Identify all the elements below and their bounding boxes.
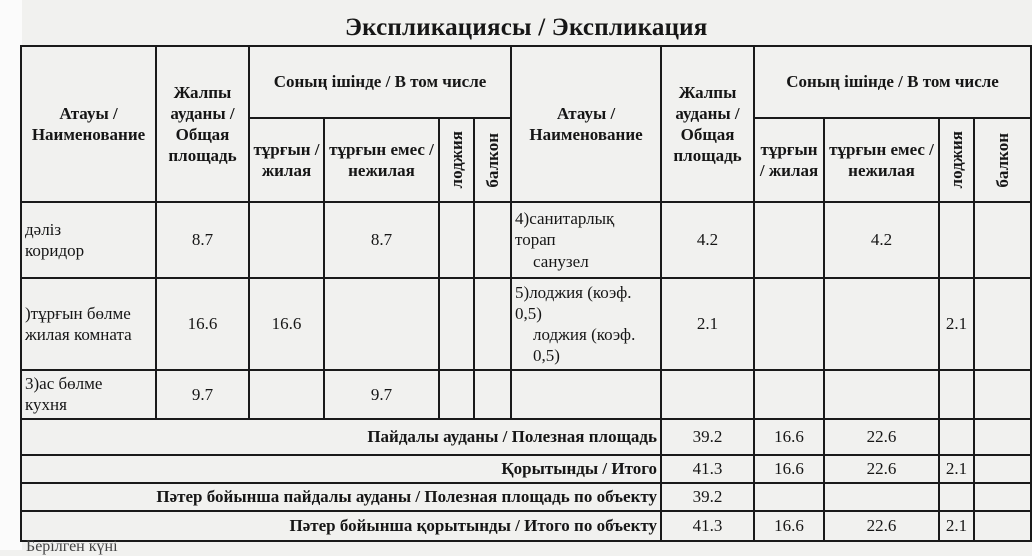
col-header-nonliving-left: тұрғын емес / нежилая xyxy=(324,118,439,202)
total-area-cell: 8.7 xyxy=(156,202,249,278)
balcony-cell xyxy=(474,202,511,278)
col-header-including-left: Соның ішінде / В том числе xyxy=(249,46,511,118)
nonliving-area-cell xyxy=(824,370,939,419)
loggia-label: лоджия xyxy=(946,131,966,189)
living-area-cell xyxy=(754,278,824,370)
room-name-cell xyxy=(21,370,156,419)
total-area-cell: 9.7 xyxy=(156,370,249,419)
room-name-ru: санузел xyxy=(533,251,589,271)
col-header-name-left: Атауы / Наименование xyxy=(21,46,156,202)
summary-loggia: 2.1 xyxy=(939,455,974,483)
loggia-cell xyxy=(439,278,474,370)
col-header-nonliving-right: тұрғын емес / нежилая xyxy=(824,118,939,202)
total-area-cell: 4.2 xyxy=(661,202,754,278)
summary-balcony xyxy=(974,511,1031,541)
balcony-cell xyxy=(474,370,511,419)
summary-nonliving: 22.6 xyxy=(824,455,939,483)
nonliving-area-cell: 4.2 xyxy=(824,202,939,278)
room-name-ru: коридор xyxy=(25,241,85,260)
loggia-cell xyxy=(439,370,474,419)
col-header-loggia-left xyxy=(439,118,474,202)
loggia-cell xyxy=(439,202,474,278)
loggia-cell xyxy=(939,370,974,419)
nonliving-area-cell xyxy=(824,278,939,370)
summary-loggia xyxy=(939,483,974,511)
living-area-cell xyxy=(249,202,324,278)
living-area-cell: 16.6 xyxy=(249,278,324,370)
summary-living xyxy=(754,483,824,511)
room-name-kz: 3)ас бөлме xyxy=(25,374,103,393)
summary-label: Пәтер бойынша пайдалы ауданы / Полезная площадь по объекту xyxy=(21,483,661,511)
summary-balcony xyxy=(974,483,1031,511)
living-area-cell xyxy=(754,202,824,278)
room-name-kz: дәліз xyxy=(25,219,62,239)
summary-living: 16.6 xyxy=(754,455,824,483)
balcony-cell xyxy=(974,278,1031,370)
nonliving-area-cell xyxy=(324,278,439,370)
document-title: Экспликациясы / Экспликация xyxy=(345,14,708,41)
summary-balcony xyxy=(974,455,1031,483)
balcony-cell xyxy=(474,278,511,370)
summary-label: Пәтер бойынша қорытынды / Итого по объекту xyxy=(21,511,661,541)
total-area-cell: 16.6 xyxy=(156,278,249,370)
living-area-cell xyxy=(249,370,324,419)
header-row-1 xyxy=(21,46,1031,118)
loggia-label: лоджия xyxy=(446,131,466,189)
summary-row xyxy=(21,419,1031,455)
room-name-kz: 5)лоджия (коэф. 0,5) xyxy=(515,282,632,323)
col-header-including-right: Соның ішінде / В том числе xyxy=(754,46,1031,118)
room-name-kz: 4)санитарлық торап xyxy=(515,209,615,250)
summary-living: 16.6 xyxy=(754,419,824,455)
summary-label: Пайдалы ауданы / Полезная площадь xyxy=(21,419,661,455)
room-name-ru: жилая комната xyxy=(25,325,132,344)
balcony-cell xyxy=(974,370,1031,419)
col-header-living-right: тұрғын / жилая xyxy=(754,118,824,202)
col-header-living-left: тұрғын / жилая xyxy=(249,118,324,202)
summary-row xyxy=(21,483,1031,511)
room-name-cell xyxy=(511,278,661,370)
summary-loggia: 2.1 xyxy=(939,511,974,541)
explication-table xyxy=(20,45,1032,542)
room-name-ru: кухня xyxy=(25,395,67,415)
summary-nonliving: 22.6 xyxy=(824,511,939,541)
summary-row xyxy=(21,511,1031,541)
col-header-name-right: Атауы / Наименование xyxy=(511,46,661,202)
table-row xyxy=(21,370,1031,419)
room-name-ru: лоджия (коэф. 0,5) xyxy=(533,325,636,366)
total-area-cell xyxy=(661,370,754,419)
loggia-cell: 2.1 xyxy=(939,278,974,370)
footer-issue-date-label: Берілген күні xyxy=(26,538,118,555)
room-name-cell xyxy=(21,278,156,370)
summary-total: 39.2 xyxy=(661,483,754,511)
nonliving-area-cell: 9.7 xyxy=(324,370,439,419)
col-header-balcony-left xyxy=(474,118,511,202)
room-name-cell xyxy=(21,202,156,278)
summary-nonliving: 22.6 xyxy=(824,419,939,455)
living-area-cell xyxy=(754,370,824,419)
summary-loggia xyxy=(939,419,974,455)
summary-row xyxy=(21,455,1031,483)
summary-label: Қорытынды / Итого xyxy=(21,455,661,483)
summary-nonliving xyxy=(824,483,939,511)
summary-balcony xyxy=(974,419,1031,455)
summary-total: 41.3 xyxy=(661,455,754,483)
room-name-cell xyxy=(511,202,661,278)
balcony-label: балкон xyxy=(482,132,502,188)
loggia-cell xyxy=(939,202,974,278)
col-header-total-right: Жалпы ауданы / Общая площадь xyxy=(661,46,754,202)
summary-total: 41.3 xyxy=(661,511,754,541)
table-row xyxy=(21,202,1031,278)
total-area-cell: 2.1 xyxy=(661,278,754,370)
balcony-label: балкон xyxy=(992,132,1012,188)
summary-total: 39.2 xyxy=(661,419,754,455)
room-name-cell xyxy=(511,370,661,419)
col-header-total-left: Жалпы ауданы / Общая площадь xyxy=(156,46,249,202)
col-header-balcony-right xyxy=(974,118,1031,202)
summary-living: 16.6 xyxy=(754,511,824,541)
balcony-cell xyxy=(974,202,1031,278)
room-name-kz: )тұрғын бөлме xyxy=(25,303,131,323)
page-left-margin xyxy=(0,0,22,550)
table-row xyxy=(21,278,1031,370)
col-header-loggia-right xyxy=(939,118,974,202)
nonliving-area-cell: 8.7 xyxy=(324,202,439,278)
